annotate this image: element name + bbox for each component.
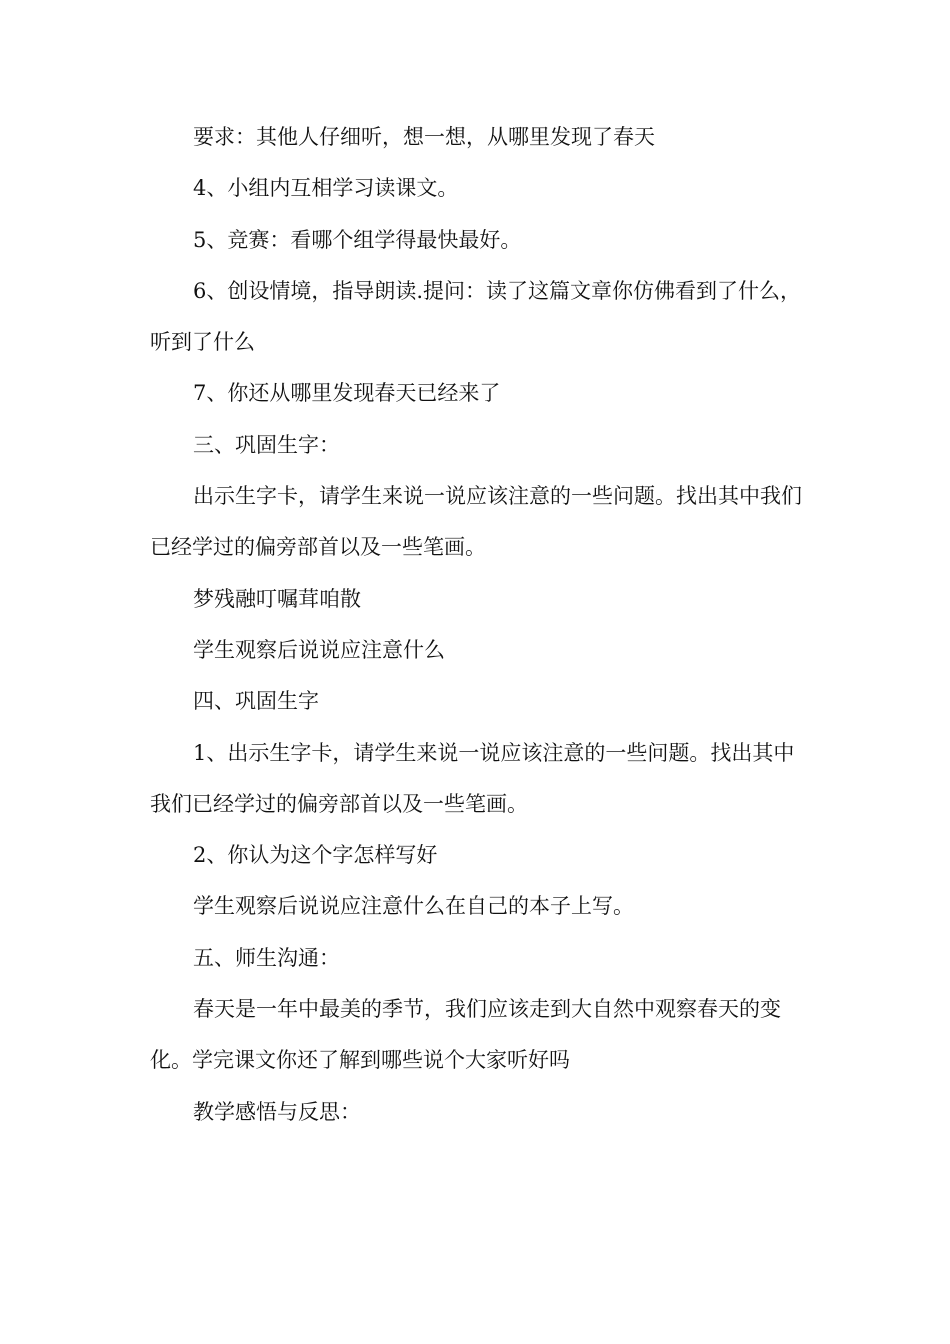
paragraph-requirement: 要求：其他人仔细听，想一想，从哪里发现了春天 [193, 125, 655, 149]
paragraph-step-7: 7、你还从哪里发现春天已经来了 [193, 381, 501, 406]
paragraph-reflection: 教学感悟与反思： [193, 1099, 361, 1124]
paragraph-character-list: 梦残融叮嘱茸咱散 [193, 586, 361, 611]
paragraph-step-4: 4、小组内互相学习读课文。 [193, 176, 459, 201]
paragraph-observe: 学生观察后说说应注意什么 [193, 637, 445, 662]
paragraph-spring: 春天是一年中最美的季节，我们应该走到大自然中观察春天的变化。学完课文你还了解到哪些说个大家听好吗 [150, 997, 781, 1073]
paragraph-step-5: 5、竞赛：看哪个组学得最快最好。 [193, 227, 522, 252]
section-heading-3: 三、巩固生字： [193, 432, 340, 457]
paragraph-step-6: 6、创设情境，指导朗读.提问：读了这篇文章你仿佛看到了什么，听到了什么 [150, 278, 802, 355]
section-heading-5: 五、师生沟通： [193, 945, 340, 970]
document-body [150, 112, 805, 1138]
section-heading-4: 四、巩固生字 [193, 689, 319, 714]
paragraph-step-2: 2、你认为这个字怎样写好 [193, 843, 438, 868]
paragraph-observe-write: 学生观察后说说应注意什么在自己的本子上写。 [193, 894, 634, 919]
paragraph-show-cards: 出示生字卡，请学生来说一说应该注意的一些问题。找出其中我们已经学过的偏旁部首以及一些笔画。 [150, 484, 802, 560]
paragraph-step-1: 1、出示生字卡，请学生来说一说应该注意的一些问题。找出其中我们已经学过的偏旁部首以及一些笔画。 [150, 740, 795, 816]
